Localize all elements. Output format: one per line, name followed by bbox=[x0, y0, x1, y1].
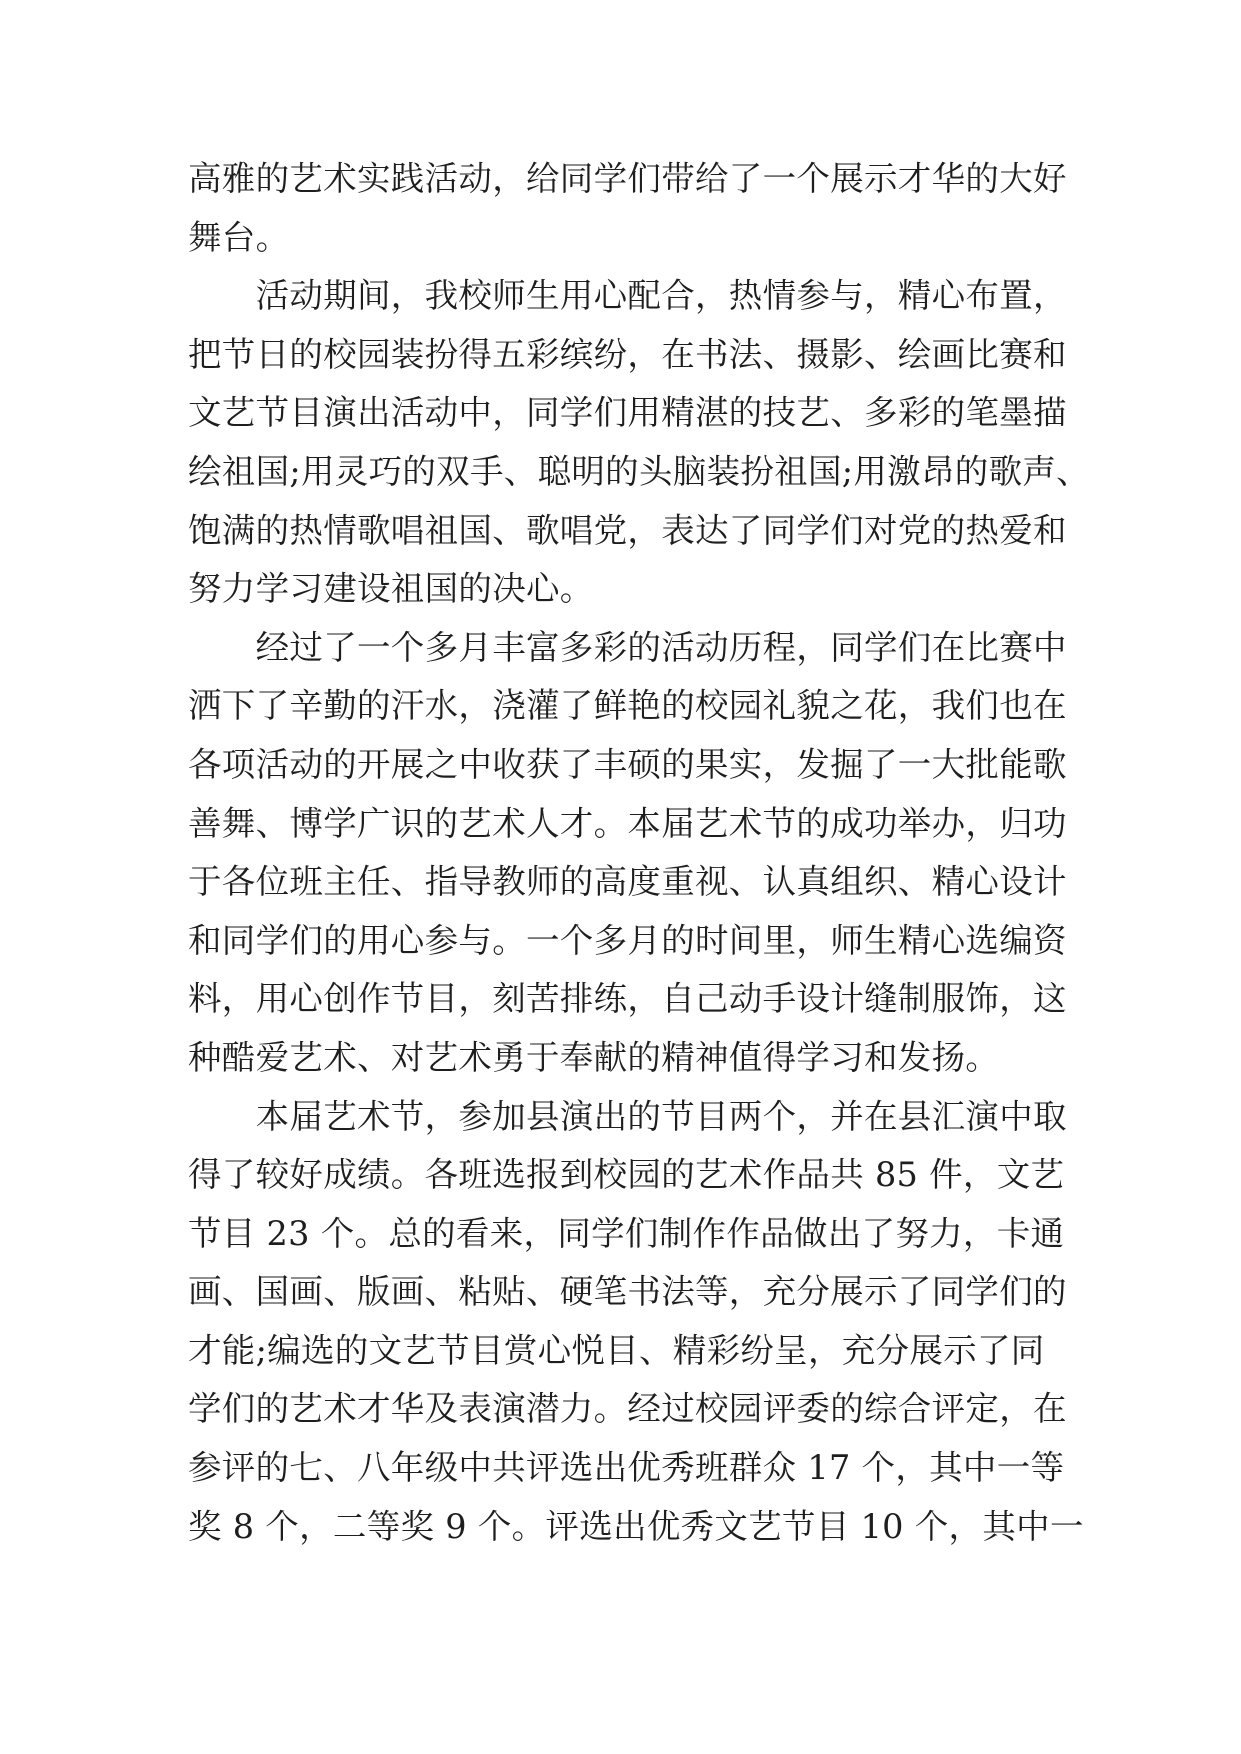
text-line: 把节日的校园装扮得五彩缤纷，在书法、摄影、绘画比赛和 bbox=[188, 334, 1067, 374]
body-text bbox=[188, 150, 1090, 1556]
text-line: 本届艺术节，参加县演出的节目两个，并在县汇演中取 bbox=[188, 1096, 1067, 1136]
text-line: 和同学们的用心参与。一个多月的时间里，师生精心选编资 bbox=[188, 920, 1067, 960]
text-line: 经过了一个多月丰富多彩的活动历程，同学们在比赛中 bbox=[188, 627, 1067, 667]
text-line: 奖 8 个，二等奖 9 个。评选出优秀文艺节目 10 个，其中一 bbox=[188, 1506, 1084, 1546]
text-line: 绘祖国;用灵巧的双手、聪明的头脑装扮祖国;用激昂的歌声、 bbox=[188, 451, 1090, 491]
text-line: 种酷爱艺术、对艺术勇于奉献的精神值得学习和发扬。 bbox=[188, 1037, 1000, 1077]
text-line: 饱满的热情歌唱祖国、歌唱党，表达了同学们对党的热爱和 bbox=[188, 510, 1067, 550]
text-line: 高雅的艺术实践活动，给同学们带给了一个展示才华的大好 bbox=[188, 159, 1067, 198]
text-line: 料，用心创作节目，刻苦排练，自己动手设计缝制服饰，这 bbox=[188, 979, 1067, 1019]
text-line: 文艺节目演出活动中，同学们用精湛的技艺、多彩的笔墨描 bbox=[188, 393, 1067, 433]
text-line: 洒下了辛勤的汗水，浇灌了鲜艳的校园礼貌之花，我们也在 bbox=[188, 686, 1067, 726]
text-line: 学们的艺术才华及表演潜力。经过校园评委的综合评定，在 bbox=[188, 1389, 1067, 1429]
text-line: 节目 23 个。总的看来，同学们制作作品做出了努力，卡通 bbox=[188, 1213, 1065, 1253]
text-line: 活动期间，我校师生用心配合，热情参与，精心布置， bbox=[188, 276, 1067, 316]
text-line: 画、国画、版画、粘贴、硬笔书法等，充分展示了同学们的 bbox=[188, 1272, 1067, 1312]
text-line: 才能;编选的文艺节目赏心悦目、精彩纷呈，充分展示了同 bbox=[188, 1330, 1045, 1370]
text-line: 努力学习建设祖国的决心。 bbox=[188, 569, 594, 609]
text-line: 舞台。 bbox=[188, 217, 290, 257]
text-line: 得了较好成绩。各班选报到校园的艺术作品共 85 件，文艺 bbox=[188, 1155, 1065, 1195]
text-line: 于各位班主任、指导教师的高度重视、认真组织、精心设计 bbox=[188, 862, 1067, 902]
text-line: 各项活动的开展之中收获了丰硕的果实，发掘了一大批能歌 bbox=[188, 744, 1067, 784]
text-line: 参评的七、八年级中共评选出优秀班群众 17 个，其中一等 bbox=[188, 1448, 1065, 1488]
text-line: 善舞、博学广识的艺术人才。本届艺术节的成功举办，归功 bbox=[188, 803, 1067, 843]
